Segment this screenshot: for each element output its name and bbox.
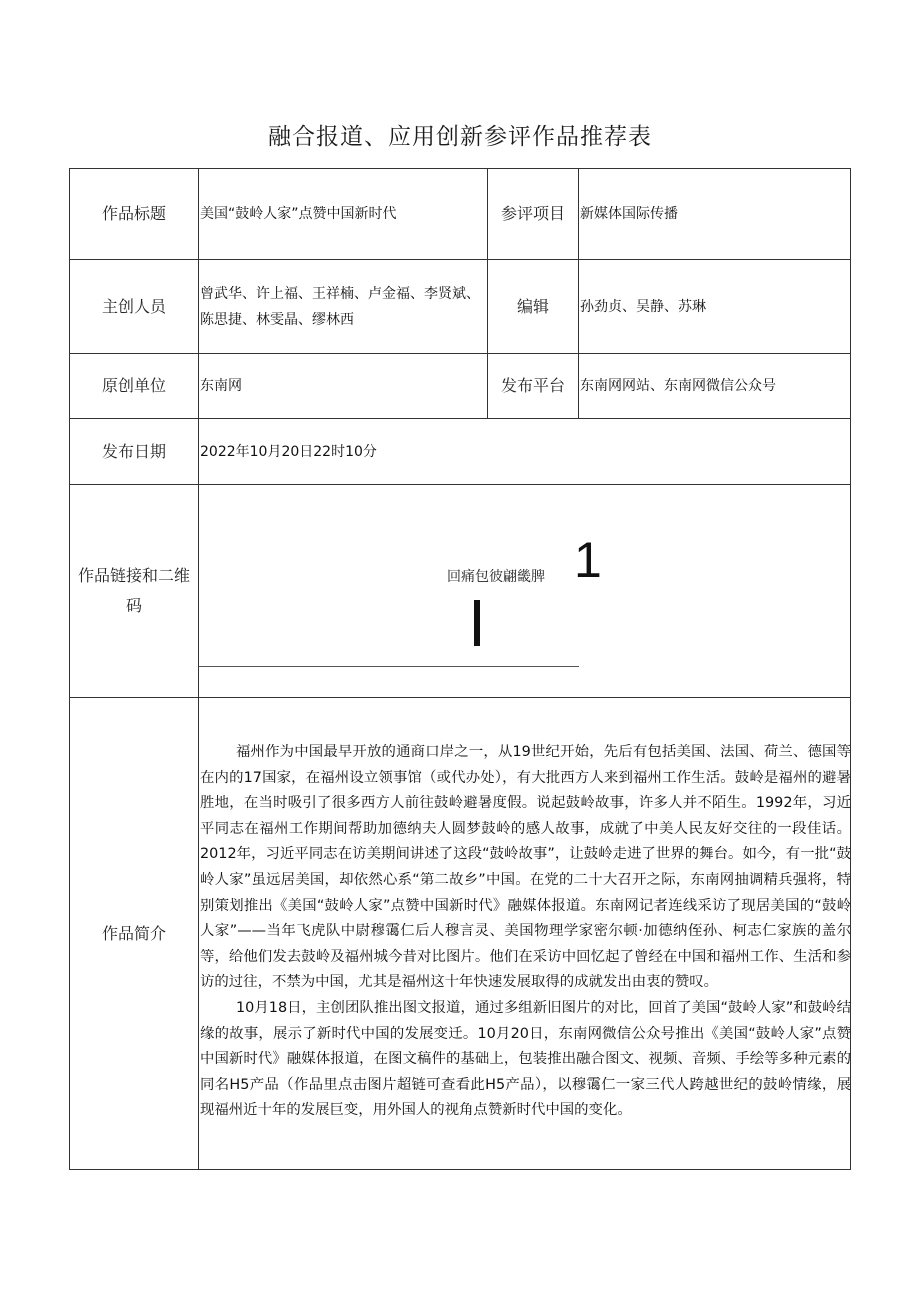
qr-code-glyph: 1: [574, 532, 602, 588]
unit-value: 东南网: [200, 378, 242, 394]
unit-label: 原创单位: [101, 376, 166, 395]
creators-value: 曾武华、许上福、王祥楠、卢金福、李贤斌、陈思捷、林雯晶、缪林西: [200, 285, 480, 328]
platform-label: 发布平台: [500, 376, 565, 395]
date-label: 发布日期: [101, 441, 166, 461]
qr-code-mark: [474, 600, 480, 646]
intro-label: 作品简介: [101, 924, 166, 943]
platform-value: 东南网网站、东南网微信公众号: [580, 378, 776, 394]
editors-value: 孙劲贞、吴静、苏琳: [580, 298, 706, 315]
page-title: 融合报道、应用创新参评作品推荐表: [268, 124, 652, 150]
category-value: 新媒体国际传播: [580, 206, 678, 222]
link-label: 作品链接和二维码: [77, 566, 190, 615]
work-title-value: 美国“鼓岭人家”点赞中国新时代: [200, 206, 397, 222]
work-title-label: 作品标题: [101, 204, 166, 223]
link-underline: [199, 666, 579, 667]
category-label: 参评项目: [500, 204, 565, 223]
editors-label: 编辑: [516, 296, 549, 316]
intro-paragraph: 10月18日，主创团队推出图文报道，通过多组新旧图片的对比，回首了美国“鼓岭人家”和鼓岭结缘的故事，展示了新时代中国的发展变迁。10月20日，东南网微信公众号推出《美国“鼓岭人家”点赞中国新时代》融媒体报道，在图文稿件的基础上，包装推出融合图文、视频、音频、手绘等多种元素的同名H5产品（作品里点击图片超链可查看此H5产品），以穆霭仁一家三代人跨越世纪的鼓岭情缘，展现福州近十年的发展巨变，用外国人的视角点赞新时代中国的变化。: [200, 999, 851, 1119]
date-value: 2022年10月20日22时10分: [200, 443, 377, 460]
intro-paragraph: 福州作为中国最早开放的通商口岸之一，从19世纪开始，先后有包括美国、法国、荷兰、德国等在内的17国家，在福州设立领事馆（或代办处），有大批西方人来到福州工作生活。鼓岭是福州的避暑胜地，在当时吸引了很多西方人前往鼓岭避暑度假。说起鼓岭故事，许多人并不陌生。1992年，习近平同志在福州工作期间帮助加德纳夫人圆梦鼓岭的感人故事，成就了中美人民友好交往的一段佳话。2012年，习近平同志在访美期间讲述了这段“鼓岭故事”，让鼓岭走进了世界的舞台。如今，有一批“鼓岭人家”虽远居美国，却依然心系“第二故乡”中国。在党的二十大召开之际，东南网抽调精兵强将，特别策划推出《美国“鼓岭人家”点赞中国新时代》融媒体报道。东南网记者连线采访了现居美国的“鼓岭人家”——当年飞虎队中尉穆霭仁后人穆言灵、美国物理学家密尔顿·加德纳侄孙、柯志仁家族的盖尔等，给他们发去鼓岭及福州城今昔对比图片。他们在采访中回忆起了曾经在中国和福州工作、生活和参访的过往，不禁为中国，尤其是福州这十年快速发展取得的成就发出由衷的赞叹。: [200, 744, 851, 991]
column-divider: [198, 168, 199, 1170]
creators-label: 主创人员: [101, 296, 166, 316]
qr-code-text[interactable]: 回痛包彼翩畿脾: [447, 569, 545, 585]
column-divider: [578, 168, 579, 419]
intro-text: [200, 740, 851, 1124]
